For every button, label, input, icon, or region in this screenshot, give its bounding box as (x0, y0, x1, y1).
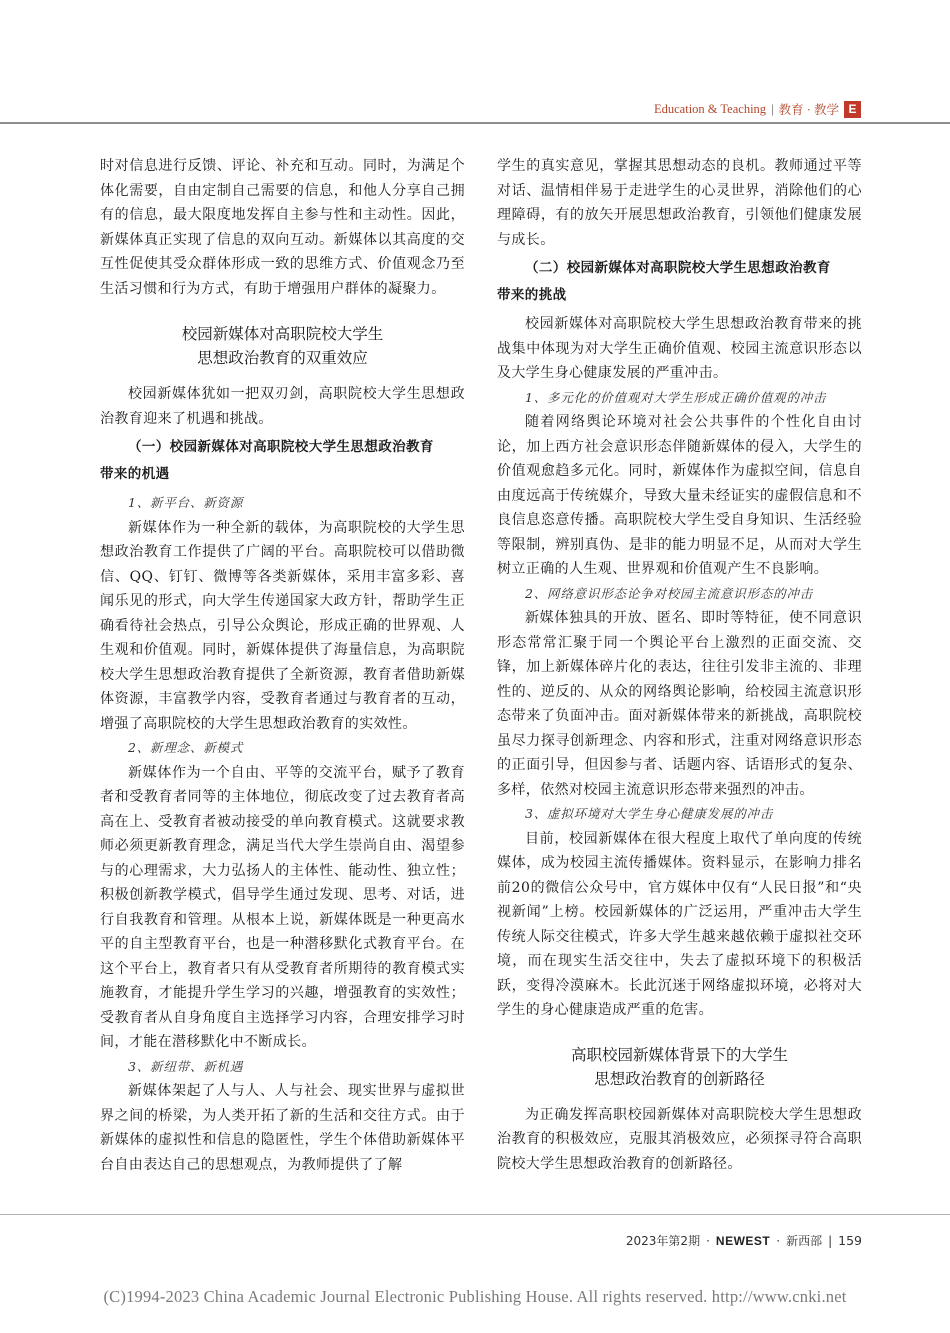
list-item-heading: 1、多元化的价值观对大学生形成正确价值观的冲击 (525, 389, 827, 405)
paragraph: 校园新媒体犹如一把双刃剑，高职院校大学生思想政治教育迎来了机遇和挑战。 (100, 386, 465, 427)
subsection-heading (100, 434, 465, 488)
header-title-cn: 教育 · 教学 (778, 103, 839, 117)
paragraph: 新媒体作为一个自由、平等的交流平台，赋予了教育者和受教育者同等的主体地位，彻底改变了过去教育者高高在上、受教育者被动接受的单向教育模式。这就要求教师必须更新教育理念，满足当代大学生崇尚自由、渴望参与的心理需求，大力弘扬人的主体性、能动性、独立性；积极创新教学模式，倡导学生通过发现、思考、对话，进行自我教育和管理。从根本上说，新媒体既是一种更高水平的自主型教育平台，也是一种潜移默化式教育平台。在这个平台上，教育者只有从受教育者所期待的教育模式实施教育，才能提升学生学习的兴趣，增强教育的实效性；受教育者从自身角度自主选择学习内容，合理安排学习时间，才能在潜移默化中不断成长。 (100, 764, 465, 1050)
copyright-notice: (C)1994-2023 China Academic Journal Electronic Publishing House. All rights reserved. http://www.cnki.net (103, 1287, 847, 1306)
header-rule (0, 122, 950, 124)
paragraph: 新媒体架起了人与人、人与社会、现实世界与虚拟世界之间的桥梁，为人类开拓了新的生活和交往方式。由于新媒体的虚拟性和信息的隐匿性，学生个体借助新媒体平台自由表达自己的思想观点，为教师提供了了解 (100, 1083, 465, 1173)
paragraph: 校园新媒体对高职院校大学生思想政治教育带来的挑战集中体现为对大学生正确价值观、校园主流意识形态以及大学生身心健康发展的严重冲击。 (497, 316, 862, 381)
page-number: 159 (838, 1233, 862, 1248)
header-separator: | (771, 101, 774, 116)
list-item-heading: 3、新纽带、新机遇 (128, 1058, 244, 1074)
issue-label: 2023年第2期 (625, 1234, 701, 1248)
journal-brand: NEWEST (715, 1233, 771, 1248)
paragraph: 新媒体独具的开放、匿名、即时等特征，使不同意识形态常常汇聚于同一个舆论平台上激烈的正面交流、交锋，加上新媒体碎片化的表达，往往引发非主流的、非理性的、逆反的、从众的网络舆论影响，给校园主流意识形态带来了负面冲击。面对新媒体带来的新挑战，高职院校虽尽力探寻创新理念、内容和形式，注重对网络意识形态的正面引导，但因参与者、话题内容、话语形式的复杂、多样，依然对校园主流意识形态带来强烈的冲击。 (497, 610, 862, 798)
list-item-heading: 1、新平台、新资源 (128, 495, 244, 510)
journal-name-cn: 新西部 (786, 1234, 823, 1248)
left-column (100, 154, 465, 1177)
paragraph: 新媒体作为一种全新的载体，为高职院校的大学生思想政治教育工作提供了广阔的平台。高职院校可以借助微信、QQ、钉钉、微博等各类新媒体，采用丰富多彩、喜闻乐见的形式，向大学生传递国家大政方针，帮助学生正确看待社会热点，引导公众舆论，形成正确的世界观、人生观和价值观。同时，新媒体提供了海量信息，为高职院校大学生思想政治教育提供了全新资源，教育者借助新媒体资源，丰富教学内容，受教育者通过与教育者的互动，增强了高职院校的大学生思想政治教育的实效性。 (100, 519, 465, 732)
section-heading (497, 1043, 862, 1091)
list-item-heading: 2、网络意识形态论争对校园主流意识形态的冲击 (525, 585, 814, 601)
section-heading-line: 高职校园新媒体背景下的大学生 (570, 1045, 788, 1064)
section-heading (100, 322, 465, 370)
page-footer (626, 1232, 862, 1249)
right-column (497, 154, 862, 1176)
paragraph: 随着网络舆论环境对社会公共事件的个性化自由讨论，加上西方社会意识形态伴随新媒体的侵入，大学生的价值观愈趋多元化。同时，新媒体作为虚拟空间，信息自由度远高于传统媒介，导致大量未经证实的虚假信息和不良信息恣意传播。高职院校大学生受自身知识、生活经验等限制，辨别真伪、是非的能力明显不足，从而对大学生树立正确的人生观、世界观和价值观产生不良影响。 (497, 414, 862, 577)
footer-rule (0, 1214, 950, 1215)
footer-dot: · (776, 1233, 781, 1248)
paragraph: 学生的真实意见，掌握其思想动态的良机。教师通过平等对话、温情相伴易于走进学生的心灵世界，消除他们的心理障碍，有的放矢开展思想政治教育，引领他们健康发展与成长。 (497, 158, 862, 248)
footer-dot: · (706, 1233, 710, 1248)
section-heading-line: 校园新媒体对高职院校大学生 (181, 325, 384, 343)
subsection-heading (497, 255, 862, 309)
paragraph: 目前，校园新媒体在很大程度上取代了单向度的传统媒体，成为校园主流传播媒体。资料显示，在影响力排名前20的微信公众号中，官方媒体中仅有“人民日报”和“央视新闻”上榜。校园新媒体的广泛运用，严重冲击大学生传统人际交往模式，许多大学生越来越依赖于虚拟社交环境，而在现实生活交往中，失去了虚拟环境下的积极活跃，变得冷漠麻木。长此沉迷于网络虚拟环境，必将对大学生的身心健康造成严重的危害。 (497, 830, 862, 1018)
footer-separator: | (828, 1233, 833, 1248)
list-item-heading: 2、新理念、新模式 (128, 740, 244, 755)
subsection-heading-line: （二）校园新媒体对高职院校大学生思想政治教育 (525, 260, 831, 276)
header-title-en: Education & Teaching (654, 101, 767, 116)
list-item-heading: 3、虚拟环境对大学生身心健康发展的冲击 (525, 806, 774, 821)
section-heading-line: 思想政治教育的双重效应 (197, 349, 368, 367)
section-heading-line: 思想政治教育的创新路径 (594, 1069, 765, 1088)
paragraph: 为正确发挥高职校园新媒体对高职院校大学生思想政治教育的积极效应，克服其消极效应，必须探寻符合高职院校大学生思想政治教育的创新路径。 (497, 1106, 862, 1172)
running-header (654, 100, 861, 118)
paragraph: 时对信息进行反馈、评论、补充和互动。同时，为满足个体化需要，自由定制自己需要的信息，和他人分享自己拥有的信息，最大限度地发挥自主参与性和主动性。因此，新媒体真正实现了信息的双向互动。新媒体以其高度的交互性促使其受众群体形成一致的思维方式、价值观念乃至生活习惯和行为方式，有助于增强用户群体的凝聚力。 (100, 158, 465, 297)
subsection-heading-line: 带来的挑战 (497, 287, 567, 303)
subsection-heading-line: 带来的机遇 (100, 466, 170, 482)
section-badge-icon: E (844, 101, 861, 118)
subsection-heading-line: （一）校园新媒体对高职院校大学生思想政治教育 (128, 439, 434, 455)
